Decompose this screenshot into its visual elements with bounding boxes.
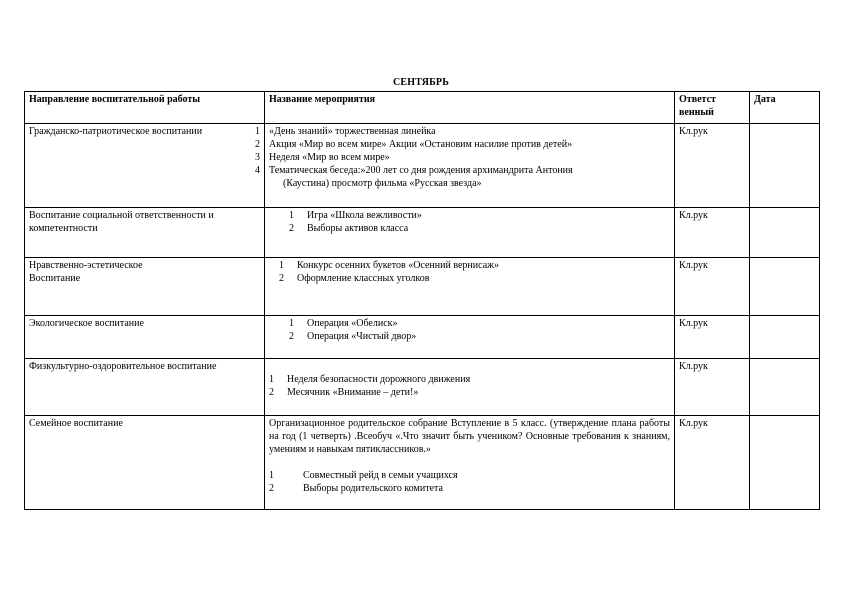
event-item: 2 Выборы активов класса: [289, 223, 409, 234]
event-item: 1 Совместный рейд в семьи учащихся: [269, 470, 458, 481]
header-event: Название мероприятия: [265, 92, 675, 124]
event-item: 1 Неделя безопасности дорожного движения: [269, 374, 471, 385]
date-cell: [750, 359, 820, 416]
table-row: [25, 258, 820, 316]
date-cell: [750, 416, 820, 510]
direction-cell: [25, 124, 265, 208]
responsible-cell: Кл.рук: [675, 316, 750, 359]
event-item: 2 Оформление классных уголков: [279, 273, 430, 284]
responsible-cell: Кл.рук: [675, 416, 750, 510]
table-row: [25, 316, 820, 359]
direction-cell: Физкультурно-оздоровительное воспитание: [25, 359, 265, 416]
table-row: [25, 124, 820, 208]
direction-text: компетентности: [29, 223, 98, 234]
event-item: Тематическая беседа:»200 лет со дня рождения архимандрита Антония: [269, 165, 573, 176]
direction-text: Гражданско-патриотическое воспитании: [29, 126, 203, 137]
header-responsible-line1: Ответст: [679, 94, 716, 105]
direction-text: Воспитание: [29, 273, 81, 284]
event-cell: [265, 359, 675, 416]
event-item: Неделя «Мир во всем мире»: [269, 152, 390, 163]
table-header-row: [25, 92, 820, 124]
direction-cell: Семейное воспитание: [25, 416, 265, 510]
event-item: 2 Месячник «Внимание – дети!»: [269, 387, 419, 398]
date-cell: [750, 316, 820, 359]
direction-text: Воспитание социальной ответственности и: [29, 210, 214, 221]
event-item: 2 Выборы родительского комитета: [269, 483, 443, 494]
responsible-cell: Кл.рук: [675, 124, 750, 208]
event-number: 2: [255, 139, 260, 150]
event-item: Акция «Мир во всем мире» Акции «Остановим насилие против детей»: [269, 139, 573, 150]
page-title: СЕНТЯБРЬ: [392, 77, 450, 88]
event-item: «День знаний» торжественная линейка: [269, 126, 436, 137]
event-item: 1 Игра «Школа вежливости»: [289, 210, 422, 221]
event-cell: [265, 316, 675, 359]
event-cell: [265, 124, 675, 208]
direction-cell: [25, 258, 265, 316]
event-item: 1 Операция «Обелиск»: [289, 318, 398, 329]
header-date: Дата: [750, 92, 820, 124]
table-row: [25, 416, 820, 510]
table-row: [25, 208, 820, 258]
date-cell: [750, 258, 820, 316]
event-cell: [265, 208, 675, 258]
header-responsible: [675, 92, 750, 124]
table-row: [25, 359, 820, 416]
event-item: 1 Конкурс осенних букетов «Осенний вернисаж»: [279, 260, 500, 271]
responsible-cell: Кл.рук: [675, 208, 750, 258]
event-item: 2 Операция «Чистый двор»: [289, 331, 417, 342]
event-cell: [265, 416, 675, 510]
direction-cell: [25, 208, 265, 258]
event-number: 1: [255, 126, 260, 137]
event-paragraph: Организационное родительское собрание Вступление в 5 класс. (утверждение плана работы на год (1 четверть) .Всеобуч «.Что значит быть учеником? Основные требования к знаниям, умениям и навыкам пятиклассников.»: [269, 418, 670, 455]
responsible-cell: Кл.рук: [675, 359, 750, 416]
event-cell: [265, 258, 675, 316]
event-number: 4: [255, 165, 260, 176]
event-item-continuation: (Каустина) просмотр фильма «Русская звезда»: [283, 178, 482, 189]
direction-cell: Экологическое воспитание: [25, 316, 265, 359]
direction-text: Нравственно-эстетическое: [29, 260, 143, 271]
event-numbers: [255, 125, 260, 177]
responsible-cell: Кл.рук: [675, 258, 750, 316]
date-cell: [750, 124, 820, 208]
plan-table: [24, 91, 820, 510]
header-responsible-line2: венный: [679, 107, 714, 118]
header-direction: Направление воспитательной работы: [25, 92, 265, 124]
event-number: 3: [255, 152, 260, 163]
date-cell: [750, 208, 820, 258]
